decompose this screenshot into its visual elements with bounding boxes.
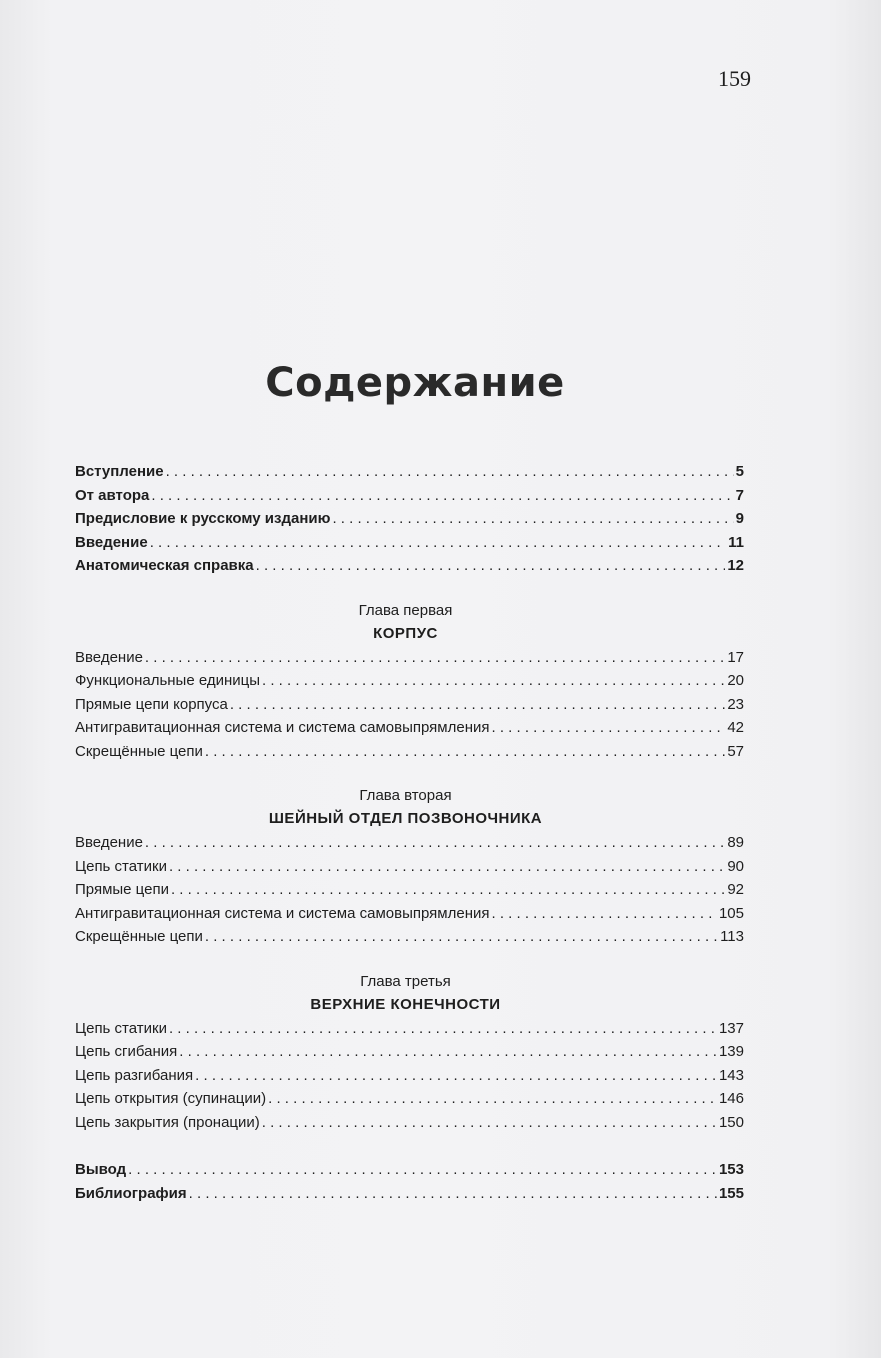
- toc-entry[interactable]: [75, 460, 744, 484]
- dot-leader: [205, 740, 725, 764]
- dot-leader: [179, 1040, 717, 1064]
- chapter-label: Глава третья: [360, 972, 451, 990]
- toc-entry-label: Прямые цепи: [75, 881, 169, 898]
- toc-entry-label: Прямые цепи корпуса: [75, 695, 228, 713]
- toc-entry-label: Введение: [75, 834, 143, 851]
- dot-leader: [205, 925, 718, 949]
- toc-entry-label: Скрещённые цепи: [75, 928, 203, 945]
- dot-leader: [268, 1087, 717, 1111]
- toc-entry-page: 5: [735, 463, 744, 480]
- toc-entry[interactable]: [75, 902, 744, 926]
- dot-leader: [256, 554, 726, 578]
- toc-entry-page: 139: [718, 1043, 744, 1060]
- toc-entry-label: Цепь разгибания: [75, 1066, 194, 1084]
- dot-leader: [492, 902, 717, 926]
- chapter-heading: [67, 971, 744, 1017]
- toc-entry-page: 137: [718, 1019, 744, 1037]
- toc-entry-label: Вывод: [75, 1161, 127, 1178]
- toc-entry-page: 23: [727, 695, 744, 713]
- toc-entry-page: 12: [727, 557, 744, 574]
- toc-entry-label: Антигравитационная система и система самовыпрямления: [75, 719, 490, 736]
- dot-leader: [171, 878, 725, 902]
- toc-entry-label: Цепь сгибания: [75, 1043, 178, 1060]
- dot-leader: [151, 484, 733, 508]
- toc-entry[interactable]: [75, 1040, 744, 1064]
- toc-entry[interactable]: [75, 878, 744, 902]
- chapter-title[interactable]: КОРПУС: [373, 624, 438, 642]
- toc-entry-page: 89: [727, 834, 744, 851]
- toc-entry-label: Цепь закрытия (пронации): [75, 1113, 260, 1131]
- chapter-heading: [67, 785, 744, 831]
- dot-leader: [189, 1182, 717, 1206]
- toc-entry-label: Цепь открытия (супинации): [75, 1090, 267, 1107]
- toc-entry-page: 11: [728, 533, 744, 551]
- page-title: Содержание: [265, 360, 565, 406]
- toc-entry-label: Функциональные единицы: [75, 672, 261, 689]
- toc-entry-page: 105: [718, 904, 744, 922]
- chapter-label: Глава вторая: [359, 787, 452, 804]
- toc-entry[interactable]: [75, 831, 744, 855]
- toc-entry[interactable]: [75, 716, 744, 740]
- toc-entry[interactable]: [75, 669, 744, 693]
- toc-entry-page: 17: [727, 648, 744, 666]
- toc-entry[interactable]: [75, 693, 744, 717]
- toc-entry[interactable]: [75, 1087, 744, 1111]
- toc-entry-page: 90: [727, 857, 744, 875]
- toc-entry-label: От автора: [75, 486, 150, 504]
- dot-leader: [195, 1064, 717, 1088]
- toc-entry[interactable]: [75, 1111, 744, 1135]
- toc-entry-page: 113: [720, 928, 744, 945]
- dot-leader: [128, 1158, 717, 1182]
- dot-leader: [166, 460, 734, 484]
- toc-entry[interactable]: [75, 1158, 744, 1182]
- toc-entry-page: 42: [727, 719, 744, 736]
- table-of-contents: [75, 460, 744, 1205]
- toc-entry-label: Цепь статики: [75, 857, 167, 875]
- dot-leader: [169, 1017, 717, 1041]
- dot-leader: [145, 646, 725, 670]
- toc-entry-page: 20: [727, 672, 744, 689]
- toc-entry-page: 7: [735, 486, 744, 504]
- toc-entry[interactable]: [75, 855, 744, 879]
- toc-entry-page: 9: [735, 510, 744, 527]
- chapter-label: Глава первая: [358, 601, 453, 619]
- toc-entry[interactable]: [75, 740, 744, 764]
- dot-leader: [262, 1111, 717, 1135]
- dot-leader: [145, 831, 725, 855]
- toc-entry-label: Вступление: [75, 463, 164, 480]
- dot-leader: [169, 855, 725, 879]
- toc-entry[interactable]: [75, 554, 744, 578]
- toc-entry-label: Цепь статики: [75, 1019, 167, 1037]
- toc-entry[interactable]: [75, 531, 744, 555]
- dot-leader: [332, 507, 733, 531]
- toc-entry[interactable]: [75, 507, 744, 531]
- toc-entry-label: Введение: [75, 648, 143, 666]
- dot-leader: [230, 693, 725, 717]
- toc-entry-page: 143: [718, 1066, 744, 1084]
- page-number: 159: [718, 66, 751, 91]
- dot-leader: [262, 669, 725, 693]
- toc-entry-page: 92: [727, 881, 744, 898]
- toc-entry-page: 153: [718, 1161, 744, 1178]
- toc-entry[interactable]: [75, 925, 744, 949]
- toc-entry[interactable]: [75, 1064, 744, 1088]
- toc-entry-label: Скрещённые цепи: [75, 742, 203, 760]
- chapter-heading: [67, 600, 744, 646]
- toc-entry[interactable]: [75, 646, 744, 670]
- dot-leader: [150, 531, 726, 555]
- chapter-title[interactable]: ШЕЙНЫЙ ОТДЕЛ ПОЗВОНОЧНИКА: [268, 810, 543, 827]
- toc-entry[interactable]: [75, 1182, 744, 1206]
- toc-entry-label: Предисловие к русскому изданию: [75, 510, 331, 527]
- toc-entry-label: Библиография: [75, 1184, 187, 1202]
- toc-entry-page: 150: [718, 1113, 744, 1131]
- toc-entry-page: 155: [718, 1184, 744, 1202]
- toc-entry-page: 57: [727, 742, 744, 760]
- toc-entry-label: Анатомическая справка: [75, 557, 254, 574]
- chapter-title[interactable]: ВЕРХНИЕ КОНЕЧНОСТИ: [310, 995, 501, 1013]
- toc-entry[interactable]: [75, 1017, 744, 1041]
- toc-entry[interactable]: [75, 484, 744, 508]
- toc-entry-label: Антигравитационная система и система самовыпрямления: [75, 904, 490, 922]
- toc-entry-label: Введение: [75, 533, 148, 551]
- dot-leader: [492, 716, 726, 740]
- toc-entry-page: 146: [718, 1090, 744, 1107]
